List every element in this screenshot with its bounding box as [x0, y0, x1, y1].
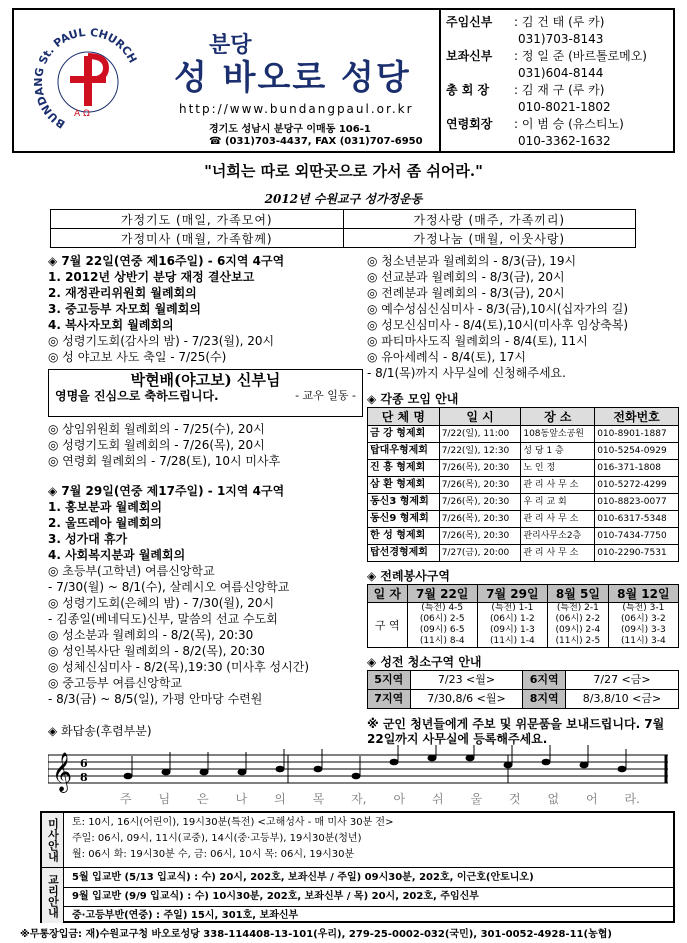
lyric-syllable: 어: [586, 792, 598, 806]
title-sub: 분당: [209, 33, 252, 58]
celebration-name: 박현배(야고보) 신부님: [130, 371, 281, 389]
meetings-heading: ◈ 각종 모임 안내: [367, 392, 459, 406]
table-header: 7월 22일: [407, 585, 477, 603]
table-cell: 동신3 형제회: [368, 494, 440, 511]
table-cell: 7/22(일), 11:00: [439, 426, 521, 443]
table-row: [368, 545, 679, 562]
table-cell: 구 역: [368, 603, 408, 648]
celebration-from: - 교우 일동 -: [295, 389, 356, 402]
gospel-quote: "너희는 따로 외딴곳으로 가서 좀 쉬어라.": [204, 162, 483, 180]
event-item: ◎ 성인복사단 월례회의 - 8/2(목), 20:30: [48, 644, 265, 658]
church-url[interactable]: http://www.bundangpaul.or.kr: [179, 102, 414, 116]
table-cell: 동신9 형제회: [368, 511, 440, 528]
table-header: 일 시: [439, 408, 521, 426]
music-note: [200, 769, 209, 776]
feast-celebration-box: [48, 369, 363, 417]
table-cell: 7/26(목), 20:30: [439, 494, 521, 511]
liturgy-slot: (11시) 1-4: [490, 636, 535, 646]
lyric-syllable: 쉬: [431, 792, 444, 806]
agenda-item: 4. 복사자모회 월례회의: [48, 318, 174, 332]
edu-label: 교리안내: [42, 867, 64, 923]
table-row: [368, 460, 679, 477]
lyric-syllable: 나: [235, 792, 248, 806]
table-cell: 010-5254-0929: [595, 443, 679, 460]
hymn-heading: ◈ 화답송(후렴부분): [48, 724, 152, 738]
event-item: ◎ 연령회 월례회의 - 7/28(토), 10시 미사후: [48, 454, 281, 468]
svg-text:6: 6: [80, 757, 88, 770]
liturgy-slot: (특전) 1-1: [491, 603, 534, 613]
table-cell: [547, 603, 608, 648]
edu-line: 9월 입교반 (9/9 입교식) : 수) 10시30분, 202호, 보좌신부 / 목) 20시, 202호, 주임신부: [72, 891, 479, 902]
lyric-syllable: 목: [312, 792, 325, 806]
campaign-theme-table: [50, 209, 636, 248]
lyric-syllable: 아: [393, 792, 406, 806]
staff-row: 총 회 장 : 김 재 구 (루 카): [446, 83, 605, 97]
music-note: [124, 773, 133, 780]
music-note: [276, 766, 285, 773]
table-row: [368, 528, 679, 545]
week1-heading: ◈ 7월 22일(연중 제16주일) - 6지역 4구역: [48, 254, 285, 268]
schedule-box: [40, 811, 675, 923]
lyric-syllable: 은: [197, 792, 209, 806]
staff-row: 보좌신부 : 정 일 준 (바르톨로메오): [446, 49, 647, 63]
lyric-syllable: 자,: [351, 792, 367, 806]
music-note: [352, 773, 361, 780]
table-header: 단 체 명: [368, 408, 440, 426]
church-logo: [22, 16, 154, 146]
right-column: [367, 253, 679, 747]
table-header: 8월 5일: [547, 585, 608, 603]
theme-cell: 가정나눔 (매월, 이웃사랑): [343, 229, 636, 248]
table-cell: 010-6317-5348: [595, 511, 679, 528]
edu-line: 5월 입교반 (5/13 입교식) : 수) 20시, 202호, 보좌신부 / 주일) 09시30분, 202호, 이근호(안토니오): [72, 872, 534, 883]
table-cell: [407, 603, 477, 648]
event-item: ◎ 청소년분과 월례회의 - 8/3(금), 19시: [367, 254, 577, 268]
cleaning-table: [367, 670, 679, 709]
table-row: [368, 477, 679, 494]
staff-row: 010-8021-1802: [518, 100, 611, 114]
table-cell: 7/26(목), 20:30: [439, 511, 521, 528]
table-cell: 010-5272-4299: [595, 477, 679, 494]
event-item: ◎ 성령기도회 월례회의 - 7/26(목), 20시: [48, 438, 265, 452]
table-cell: 우 리 교 회: [521, 494, 595, 511]
liturgy-slot: (09시) 2-4: [555, 625, 601, 635]
liturgy-slot: (09시) 3-3: [621, 625, 666, 635]
staff-list: [446, 14, 672, 150]
agenda-item: 1. 홍보분과 월례회의: [48, 500, 163, 514]
table-cell: 8지역: [523, 690, 566, 709]
table-cell: 한 성 형제회: [368, 528, 440, 545]
event-item: ◎ 성소분과 월례회의 - 8/2(목), 20:30: [48, 628, 254, 642]
liturgy-slot: (09시) 1-3: [490, 625, 535, 635]
table-cell: 7/26(목), 20:30: [439, 460, 521, 477]
lyric-syllable: 것: [508, 792, 521, 806]
music-note: [238, 769, 247, 776]
theme-cell: 가정사랑 (매주, 가족끼리): [343, 210, 636, 229]
table-cell: 관 리 사 무 소: [521, 545, 595, 562]
header-divider: [439, 10, 441, 151]
event-item: - 8/3(금) ~ 8/5(일), 가평 안마당 수련원: [48, 692, 263, 706]
table-header: 전화번호: [595, 408, 679, 426]
table-cell: 탑선경형제회: [368, 545, 440, 562]
table-cell: 5지역: [368, 671, 411, 690]
liturgy-slot: (특전) 3-1: [622, 603, 665, 613]
svg-text:8: 8: [80, 771, 88, 784]
table-cell: 7지역: [368, 690, 411, 709]
event-item: ◎ 성령기도회(은혜의 밤) - 7/30(월), 20시: [48, 596, 275, 610]
liturgy-slot: (11시) 3-4: [621, 636, 666, 646]
agenda-item: 2. 재정관리위원회 월례회의: [48, 286, 197, 300]
event-item: ◎ 유아세례식 - 8/4(토), 17시: [367, 350, 526, 364]
mass-line: 토: 10시, 16시(어린이), 19시30분(특전) <고해성사 - 매 미사 30분 전>: [72, 817, 394, 828]
agenda-item: 4. 사회복지분과 월례회의: [48, 548, 186, 562]
event-item: ◎ 예수성심신심미사 - 8/3(금),10시(십자가의 길): [367, 302, 629, 316]
music-note: [618, 766, 627, 773]
table-cell: 010-8823-0077: [595, 494, 679, 511]
liturgy-slot: (06시) 3-2: [621, 614, 666, 624]
staff-row: 031)604-8144: [518, 66, 604, 80]
lyric-syllable: 주: [120, 792, 132, 806]
liturgy-slot: (11시) 2-5: [555, 636, 601, 646]
liturgy-slot: (특전) 4-5: [421, 603, 464, 613]
event-item: - 8/1(목)까지 사무실에 신청해주세요.: [367, 366, 566, 380]
table-cell: 010-7434-7750: [595, 528, 679, 545]
logo-ring-text: BUNDANG St. PAUL CHURCH: [32, 25, 140, 131]
event-item: ◎ 성령기도회(감사의 밤) - 7/23(월), 20시: [48, 334, 275, 348]
event-item: ◎ 성체신심미사 - 8/2(목),19:30 (미사후 성시간): [48, 660, 310, 674]
music-note: [580, 762, 589, 769]
music-note: [466, 755, 475, 762]
lyric-syllable: 의: [274, 792, 286, 806]
table-cell: 관리사무소2층: [521, 528, 595, 545]
bulletin-header: [12, 8, 675, 153]
military-note: ※ 군인 청년들에게 주보 및 위문품을 보내드립니다. 7월22일까지 사무실에 등록해주세요.: [367, 717, 665, 746]
event-item: ◎ 성 야고보 사도 축일 - 7/25(수): [48, 350, 227, 364]
liturgy-slot: (06시) 1-2: [490, 614, 535, 624]
table-cell: 관 리 사 무 소: [521, 511, 595, 528]
table-header: 일 자: [368, 585, 408, 603]
staff-row: 연령회장 : 이 범 승 (유스티노): [446, 117, 624, 131]
celebration-message: 영명을 진심으로 축하드립니다.: [55, 389, 219, 403]
table-cell: 금 강 형제회: [368, 426, 440, 443]
table-row: [368, 443, 679, 460]
event-item: - 김종일(베네딕도)신부, 말씀의 선교 수도회: [48, 612, 278, 626]
cleaning-heading: ◈ 성전 청소구역 안내: [367, 655, 482, 669]
staff-row: 010-3362-1632: [518, 134, 611, 148]
liturgy-slot: (09시) 6-5: [419, 625, 465, 635]
table-row: [368, 494, 679, 511]
mass-line: 월: 06시 화: 19시30분 수, 금: 06시, 10시 목: 06시, 19시30분: [72, 849, 355, 860]
event-item: ◎ 상임위원회 월례회의 - 7/25(수), 20시: [48, 422, 265, 436]
agenda-item: 3. 중고등부 자모회 월례회의: [48, 302, 201, 316]
staff-row: 031)703-8143: [518, 32, 604, 46]
table-cell: 삼 환 형제회: [368, 477, 440, 494]
table-cell: 7/27 <금>: [566, 671, 679, 690]
event-item: ◎ 선교분과 월례회의 - 8/3(금), 20시: [367, 270, 565, 284]
hymn-lyrics: [120, 790, 640, 807]
event-item: - 7/30(월) ~ 8/1(수), 살레시오 여름신앙학교: [48, 580, 290, 594]
event-item: ◎ 중고등부 여름신앙학교: [48, 676, 183, 690]
table-row: [368, 511, 679, 528]
music-note: [314, 766, 323, 773]
church-phone: ☎ (031)703-4437, FAX (031)707-6950: [209, 136, 423, 147]
music-note: [162, 769, 171, 776]
liturgy-slot: (06시) 2-5: [419, 614, 465, 624]
week2-heading: ◈ 7월 29일(연중 제17주일) - 1지역 4구역: [48, 484, 285, 498]
mass-line: 주일: 06시, 09시, 11시(교중), 14시(중·고등부), 19시30분(청년): [72, 833, 362, 844]
liturgy-slot: (06시) 2-2: [555, 614, 601, 624]
table-cell: 7/22(일), 12:30: [439, 443, 521, 460]
table-cell: 진 흥 형제회: [368, 460, 440, 477]
meetings-table: [367, 407, 679, 562]
lyric-syllable: 울: [470, 792, 483, 806]
table-cell: 010-8901-1887: [595, 426, 679, 443]
page-title: 성 바오로 성당: [174, 58, 411, 98]
church-address: 경기도 성남시 분당구 이매동 106-1: [209, 124, 371, 135]
event-item: ◎ 초등부(고학년) 여름신앙학교: [48, 564, 215, 578]
event-item: ◎ 파티마사도직 월례회의 - 8/4(토), 11시: [367, 334, 588, 348]
svg-text:A Ω: A Ω: [74, 109, 90, 119]
liturgy-slot: (11시) 8-4: [419, 636, 465, 646]
table-cell: 노 인 정: [521, 460, 595, 477]
table-header: 7월 29일: [477, 585, 547, 603]
table-cell: 탑대우형제회: [368, 443, 440, 460]
theme-cell: 가정미사 (매월, 가족함께): [51, 229, 344, 248]
left-column: [48, 253, 363, 707]
table-cell: 관 리 사 무 소: [521, 477, 595, 494]
table-cell: 108동앞소공원: [521, 426, 595, 443]
table-cell: 016-371-1808: [595, 460, 679, 477]
theme-cell: 가정기도 (매일, 가족모여): [51, 210, 344, 229]
music-note: [390, 759, 399, 766]
lyric-syllable: 없: [547, 792, 560, 806]
music-note: [428, 755, 437, 762]
table-cell: 7/23 <월>: [410, 671, 523, 690]
table-cell: 010-2290-7531: [595, 545, 679, 562]
table-cell: 7/26(목), 20:30: [439, 477, 521, 494]
table-cell: [608, 603, 678, 648]
liturgy-table: [367, 584, 679, 648]
event-item: ◎ 성모신심미사 - 8/4(토),10시(미사후 임상축복): [367, 318, 629, 332]
table-header: 8월 12일: [608, 585, 678, 603]
agenda-item: 1. 2012년 상반기 분당 재정 결산보고: [48, 270, 255, 284]
table-cell: 7/26(목), 20:30: [439, 528, 521, 545]
table-cell: 성 당 1 층: [521, 443, 595, 460]
table-cell: 8/3,8/10 <금>: [566, 690, 679, 709]
table-cell: 7/30,8/6 <월>: [410, 690, 523, 709]
agenda-item: 3. 성가대 휴가: [48, 532, 128, 546]
liturgy-heading: ◈ 전례봉사구역: [367, 569, 450, 583]
table-cell: 6지역: [523, 671, 566, 690]
agenda-item: 2. 울뜨레아 월례회의: [48, 516, 163, 530]
mass-label: 미사안내: [42, 813, 64, 867]
edu-line: 중·고등부반(연중) : 주일) 15시, 301호, 보좌신부: [72, 910, 299, 921]
table-cell: 7/27(금), 20:00: [439, 545, 521, 562]
lyric-syllable: 라.: [624, 792, 640, 806]
table-row: [368, 426, 679, 443]
music-note: [542, 759, 551, 766]
campaign-title: 2012년 수원교구 성가정운동: [264, 192, 423, 206]
music-note: [504, 762, 513, 769]
bank-account-footer: ※무통장입금: 재)수원교구청 바오로성당 338-114408-13-101(우리), 279-25-0002-032(국민), 301-0052-4928-11(농협): [20, 929, 612, 940]
staff-row: 주임신부 : 김 건 태 (루 카): [446, 15, 605, 29]
liturgy-slot: (특전) 2-1: [556, 603, 599, 613]
table-cell: [477, 603, 547, 648]
treble-clef-icon: 𝄞: [52, 752, 73, 792]
table-header: 장 소: [521, 408, 595, 426]
event-item: ◎ 전례분과 월례회의 - 8/3(금), 20시: [367, 286, 565, 300]
lyric-syllable: 님: [158, 792, 171, 806]
